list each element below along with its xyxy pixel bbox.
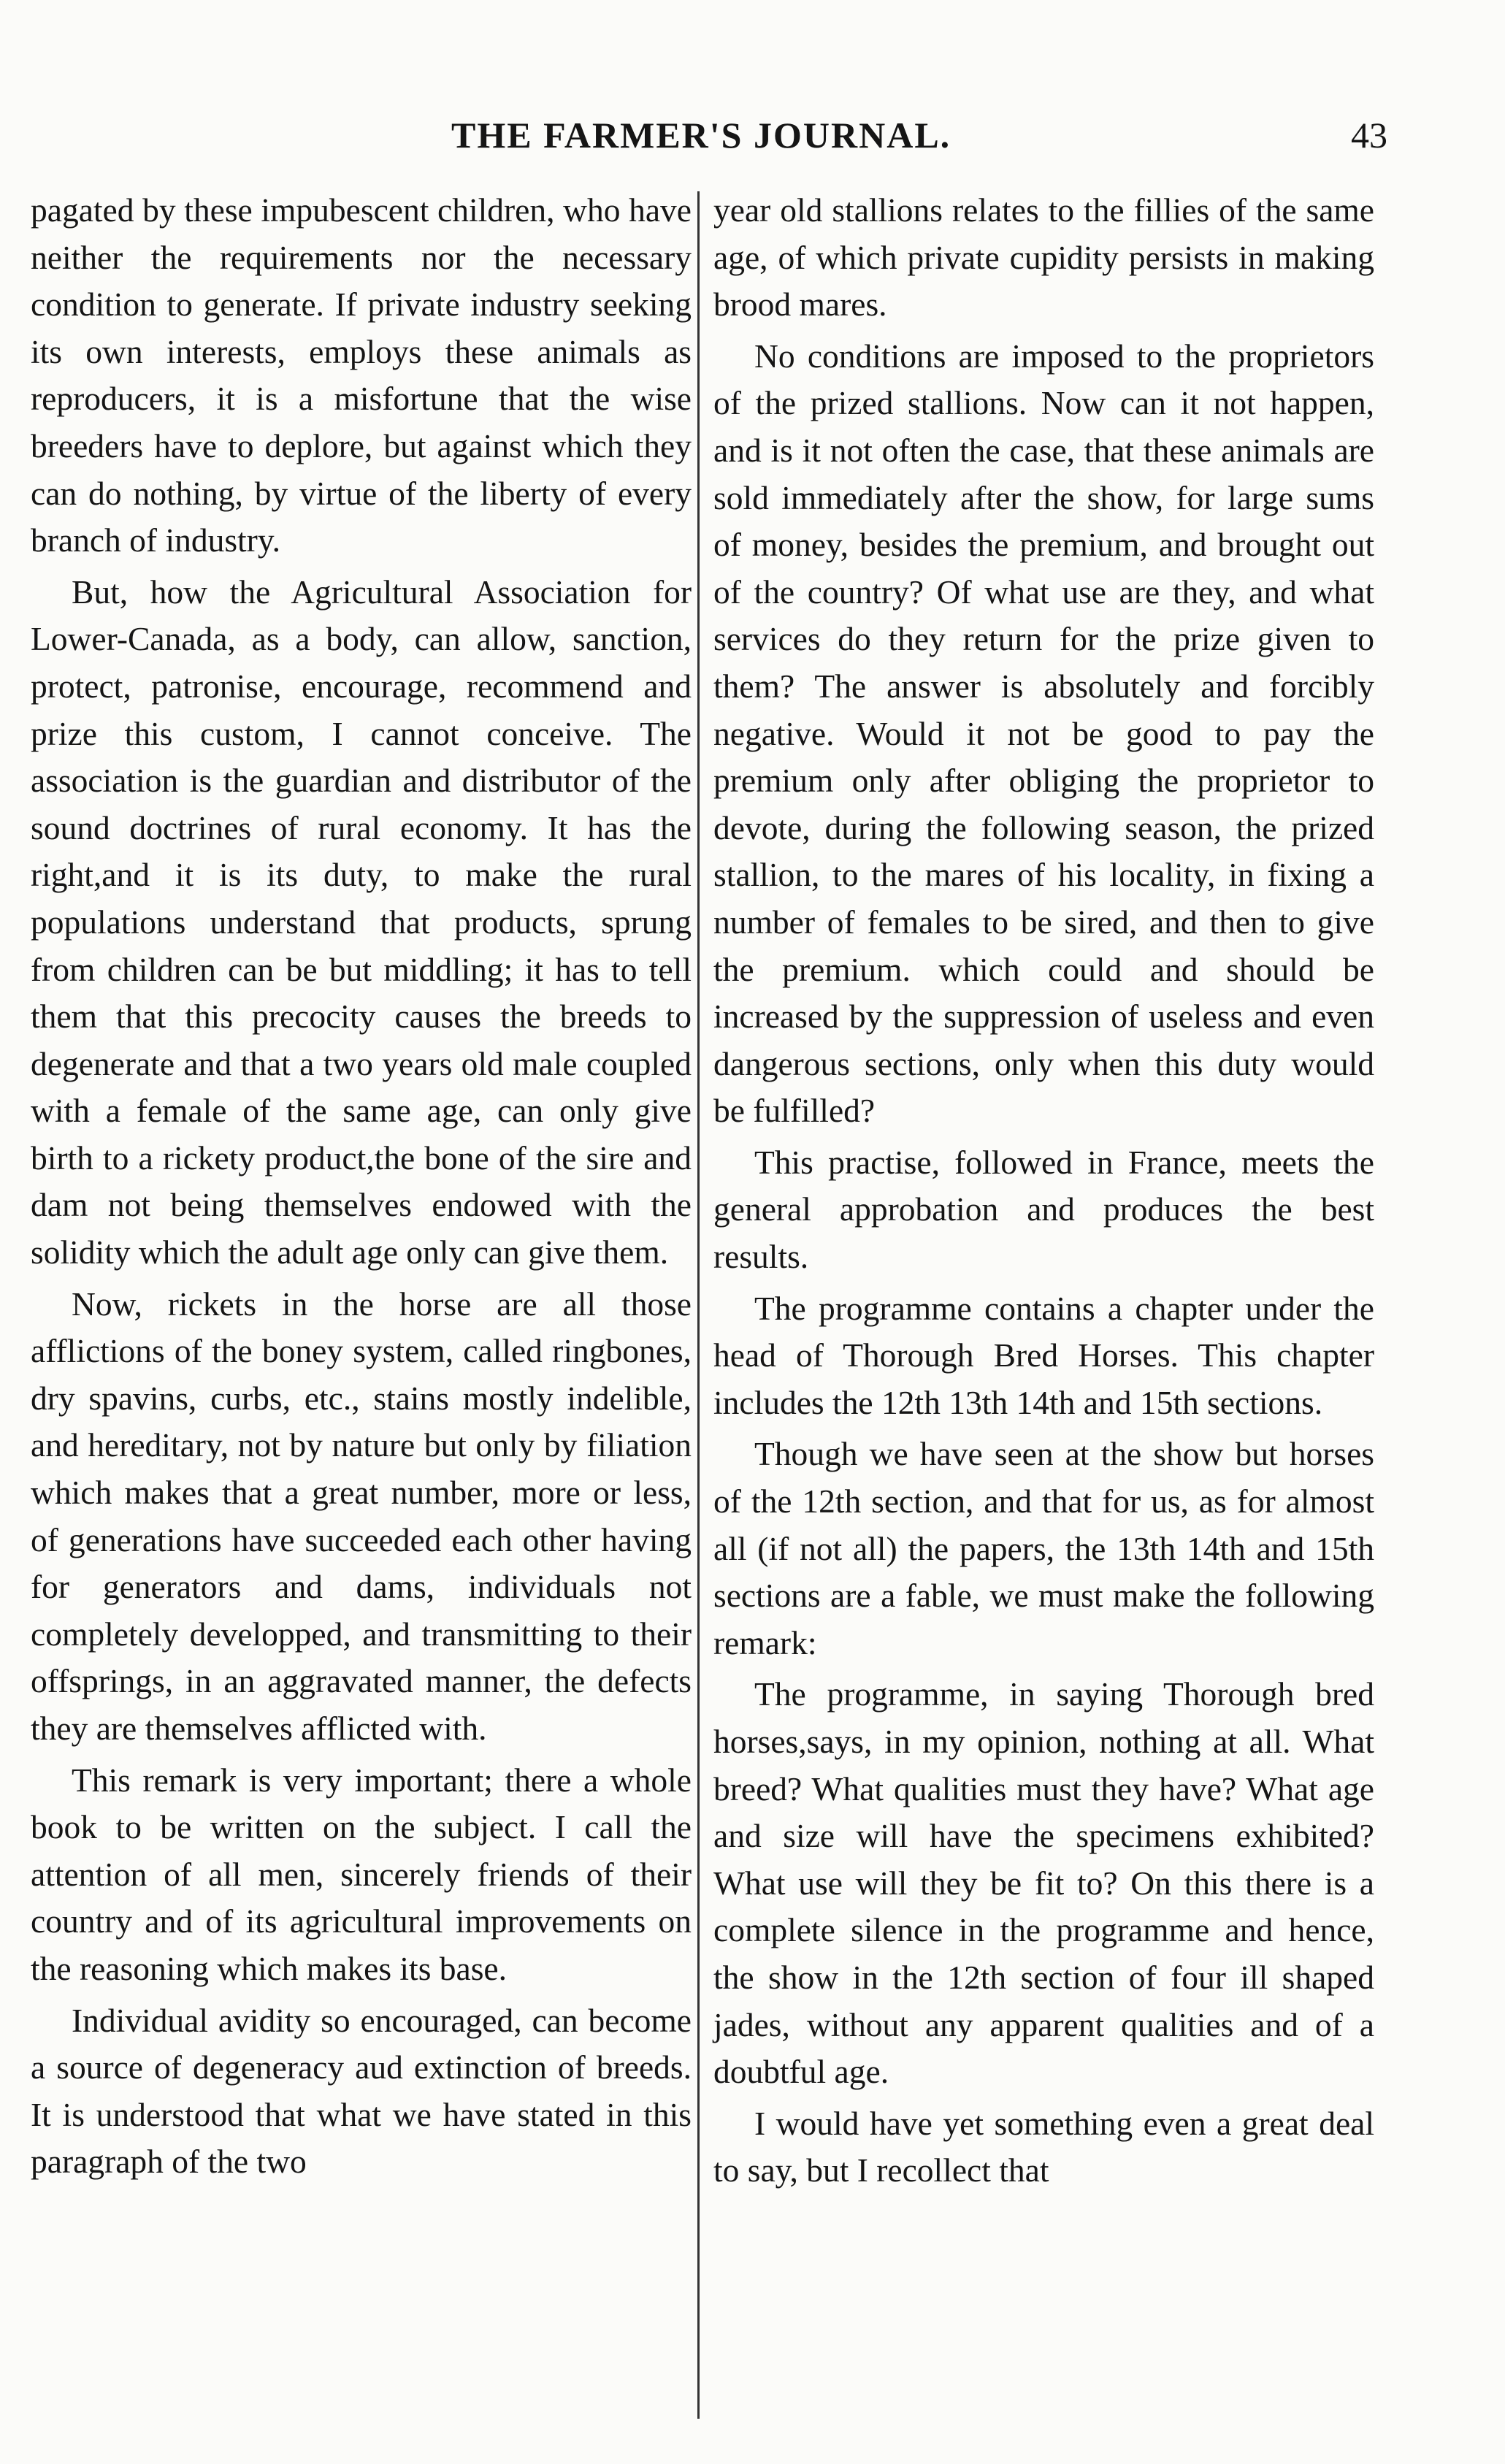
left-column: [31, 187, 692, 2190]
paragraph: This practise, followed in France, meets the general approbation and produces the best results.: [713, 1143, 1374, 1276]
paragraph: No conditions are imposed to the proprietors of the prized stallions. Now can it not happen, and is it not often the case, that these animals are sold immediately after the show, for large sums of money, besides the premium, and brought out of the country? Of what use are they, and what services do they return for the prize given to them? The answer is absolutely and forcibly negative. Would it not be good to pay the premium only after obliging the proprietor to devote, during the following season, the prized stallion, to the mares of his locality, in fixing a number of females to be sired, and then to give the premium. which could and should be increased by the suppression of useless and even dangerous sections, only when this duty would be fulfilled?: [713, 337, 1374, 1130]
paragraph: Now, rickets in the horse are all those afflictions of the boney system, called ringbones, dry spavins, curbs, etc., stains mostly indelible, and hereditary, not by nature but only by filiation which makes that a great number, more or less, of generations have succeeded each other having for generators and dams, individuals not completely developped, and transmitting to their offsprings, in an aggravated manner, the defects they are themselves afflicted with.: [31, 1285, 692, 1747]
paragraph: The programme contains a chapter under the head of Thorough Bred Horses. This chapter includes the 12th 13th 14th and 15th sections.: [713, 1289, 1374, 1421]
paragraph: Individual avidity so encouraged, can become a source of degeneracy aud extinction of breeds. It is understood that what we have stated in this paragraph of the two: [31, 2001, 692, 2181]
running-head: [29, 114, 1387, 165]
right-column: [713, 187, 1374, 2199]
paragraph: pagated by these impubescent children, who have neither the requirements nor the necessary condition to generate. If private industry seeking its own interests, employs these animals as reproducers, it is a misfortune that the wise breeders have to deplore, but against which they can do nothing, by virtue of the liberty of every branch of industry.: [31, 191, 692, 559]
column-divider: [697, 191, 700, 2419]
paragraph: I would have yet something even a great deal to say, but I recollect that: [713, 2104, 1374, 2189]
paragraph: But, how the Agricultural Association for Lower-Canada, as a body, can allow, sanction, protect, patronise, encourage, recommend and prize this custom, I cannot conceive. The association is the guardian and distributor of the sound doctrines of rural economy. It has the right,and it is its duty, to make the rural populations understand that products, sprung from children can be but middling; it has to tell them that this precocity causes the breeds to degenerate and that a two years old male coupled with a female of the same age, can only give birth to a rickety product,the bone of the sire and dam not being themselves endowed with the solidity which the adult age only can give them.: [31, 573, 692, 1271]
journal-title: THE FARMER'S JOURNAL.: [451, 115, 951, 156]
paragraph: Though we have seen at the show but horses of the 12th section, and that for us, as for almost all (if not all) the papers, the 13th 14th and 15th sections are a fable, we must make the following remark:: [713, 1435, 1374, 1661]
paragraph: This remark is very important; there a whole book to be written on the subject. I call the attention of all men, sincerely friends of their country and of its agricultural improvements on the reasoning which makes its base.: [31, 1761, 692, 1987]
paragraph: year old stallions relates to the fillies of the same age, of which private cupidity persists in making brood mares.: [713, 191, 1374, 324]
page-number: 43: [1351, 115, 1387, 156]
paragraph: The programme, in saying Thorough bred horses,says, in my opinion, nothing at all. What breed? What qualities must they have? What age and size will have the specimens exhibited? What use will they be fit to? On this there is a complete silence in the programme and hence, the show in the 12th section of four ill shaped jades, without any apparent qualities and of a doubtful age.: [713, 1675, 1374, 2091]
